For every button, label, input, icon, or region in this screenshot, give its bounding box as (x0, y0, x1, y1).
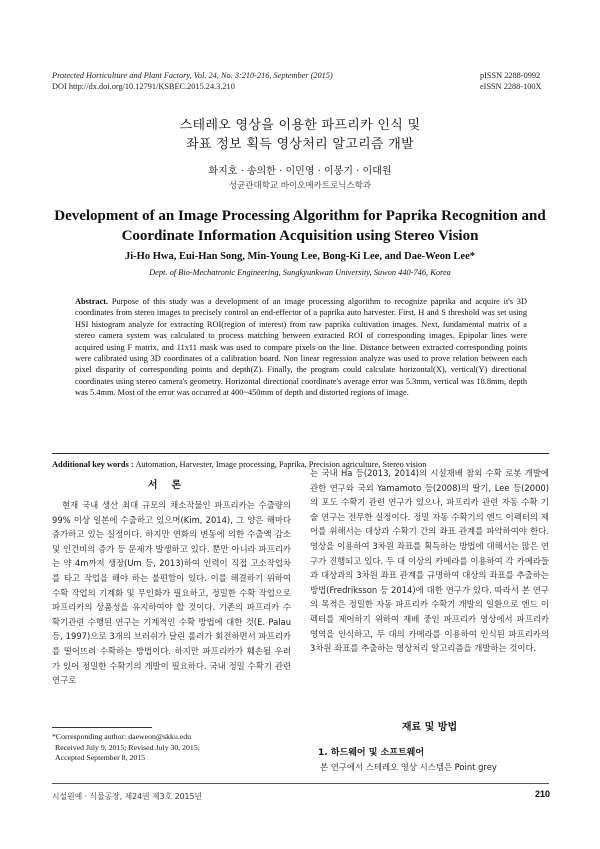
abstract-body: Purpose of this study was a development of an image processing algorithm to recognize paprika and acquire it's 3D coordinates from stereo images to precisely control an end-effector of a paprika auto harvester. First, H and S threshold was set using HSI histogram analyze for extracting ROI(region of interest) from raw paprika cultivation images. Next, fundamental matrix of a stereo camera system was calculated to process matching between extracted ROI of corresponding images. Epipolar lines were acquired using F matrix, and 11x11 mask was used to compare pixels on the line. Distance between extracted corresponding points were calibrated using 3D coordinates of a calibration board. Non linear regression analyze was used to prove relation between each pixel disparity of corresponding points and depth(Z). Finally, the program could calculate horizontal(X), vertical(Y) directional coordinates using stereo camera's geometry. Horizontal directional coordinate's average error was 5.3mm, vertical was 18.8mm, depth was 5.4mm. Most of the error was occurred at 400~450mm of depth and distorted regions of image. (75, 297, 528, 398)
keywords-text: Automation, Harvester, Image processing, Paprika, Precision agriculture, Stereo vision (135, 460, 427, 469)
korean-affiliation: 성균관대학교 바이오메카트로닉스학과 (228, 181, 372, 191)
footer-journal: 시설원예 · 식물공장, 제24권 제3호 2015년 (52, 792, 202, 801)
english-title (40, 206, 560, 246)
intro-left-column: 현재 국내 생산 최대 규모의 채소작물인 파프리카는 수출량의 99% 이상 일본에 수출하고 있으며(Kim, 2014), 그 양은 해마다 증가하고 있는 실정이다. 하지만 연화의 변동에 의한 수출액 감소 및 인건비의 증가 등 문제가 발생하고 있다. 뿐만 아니라 파프리카는 약 4m까지 생장(Um 등, 2013)하여 인력이 직접 고소작업차를 타고 작업을 해야 하는 불편함이 있다. 이를 해결하기 위하여 수확 작업의 기계화 및 무인화가 필요하고, 정밀한 수확 작업으로 파프리카의 상품성을 유지하여야 할 것이다. 기존의 파프리카 수확기관련 수행된 연구는 기계적인 수확 방법에 대한 것(E. Palau 등, 1997)으로 3개의 브러쉬가 달린 롤러가 회전하면서 파프리카를 떨어뜨려 수확하는 방법이다. 하지만 파프리카가 훼손될 우려가 있어 정밀한 수확기의 개발이 필요하다. 국내 정밀 수확기 관련 연구로 (52, 500, 291, 686)
journal-header (52, 70, 333, 92)
pissn: pISSN 2288-0992 (480, 71, 541, 80)
doi-line: DOI http://dx.doi.org/10.12791/KSBEC.2015.24.3.210 (52, 82, 235, 91)
intro-heading: 서론 (147, 480, 196, 491)
footer-divider (52, 783, 549, 784)
issn-block (480, 70, 542, 92)
methods-subheading: 1. 하드웨어 및 소프트웨어 (318, 748, 425, 758)
korean-title (0, 116, 600, 154)
intro-right-column: 는 국내 Ha 등(2013, 2014)의 시설재배 참외 수확 로봇 개발에 관한 연구와 국외 Yamamoto 등(2008)의 딸기, Lee 등(2000)의 포도 수확기 관련 연구가 있으나, 파프리카 관련 자동 수확 기술 연구는 전무한 실정이다. 정밀 자동 수확기의 엔드 이펙터의 제어를 위해서는 대상과 수확기 간의 좌표 관계를 파악하여야 한다. 영상을 이용하여 3차원 좌표를 획득하는 방법에 대해서는 많은 연구가 진행되고 있다. 두 대 이상의 카메라를 이용하여 각 카메라들과 대상과의 3차원 좌표 관계를 규명하여 대상의 좌표를 추출하는 방법(Fredriksson 등 2014)에 대한 연구가 있다. 따라서 본 연구의 목적은 정밀한 자동 파프리카 수확기 개발의 일환으로 엔드 이펙터를 제어하기 위하여 재배 중인 파프리카 영상에서 파프리카 영역을 인식하고, 두 대의 카메라를 이용하여 인식된 파프리카의 3차원 좌표를 추출하는 영상처리 알고리즘을 개발하는 것이다. (310, 468, 549, 654)
english-affiliation: Dept. of Bio-Mechatronic Engineering, Sungkyunkwan University, Suwon 440-746, Korea (149, 268, 451, 277)
english-title-line1: Development of an Image Processing Algorithm for Paprika Recognition and (54, 208, 546, 224)
english-authors: Ji-Ho Hwa, Eui-Han Song, Min-Young Lee, Bong-Ki Lee, and Dae-Weon Lee* (124, 251, 476, 262)
methods-heading: 재료 및 방법 (401, 722, 458, 733)
corresponding-author: *Corresponding author: daeweon@skku.edu (52, 732, 192, 741)
korean-authors: 화지호 · 송의한 · 이민영 · 이봉기 · 이대원 (208, 166, 392, 177)
abstract-label: Abstract. (75, 297, 109, 306)
footnote (52, 732, 292, 764)
divider-top (52, 453, 549, 454)
journal-citation: Protected Horticulture and Plant Factory, Vol. 24, No. 3:210-216, September (2015) (52, 71, 333, 80)
korean-title-line2: 좌표 정보 획득 영상처리 알고리즘 개발 (186, 137, 414, 152)
eissn: eISSN 2288-100X (480, 82, 542, 91)
methods-text: 본 연구에서 스테레오 영상 시스템은 Point grey (320, 762, 497, 772)
accepted-date: Accepted September 8, 2015 (55, 753, 146, 763)
page-number: 210 (534, 789, 550, 799)
received-dates: Received July 9, 2015; Revised July 30, 2015; (55, 742, 200, 752)
korean-title-line1: 스테레오 영상을 이용한 파프리카 인식 및 (179, 118, 421, 133)
abstract (75, 296, 527, 399)
english-title-line2: Coordinate Information Acquisition using Stereo Vision (121, 228, 479, 244)
footnote-divider (52, 727, 152, 728)
keywords-label: Additional key words : (52, 460, 134, 469)
